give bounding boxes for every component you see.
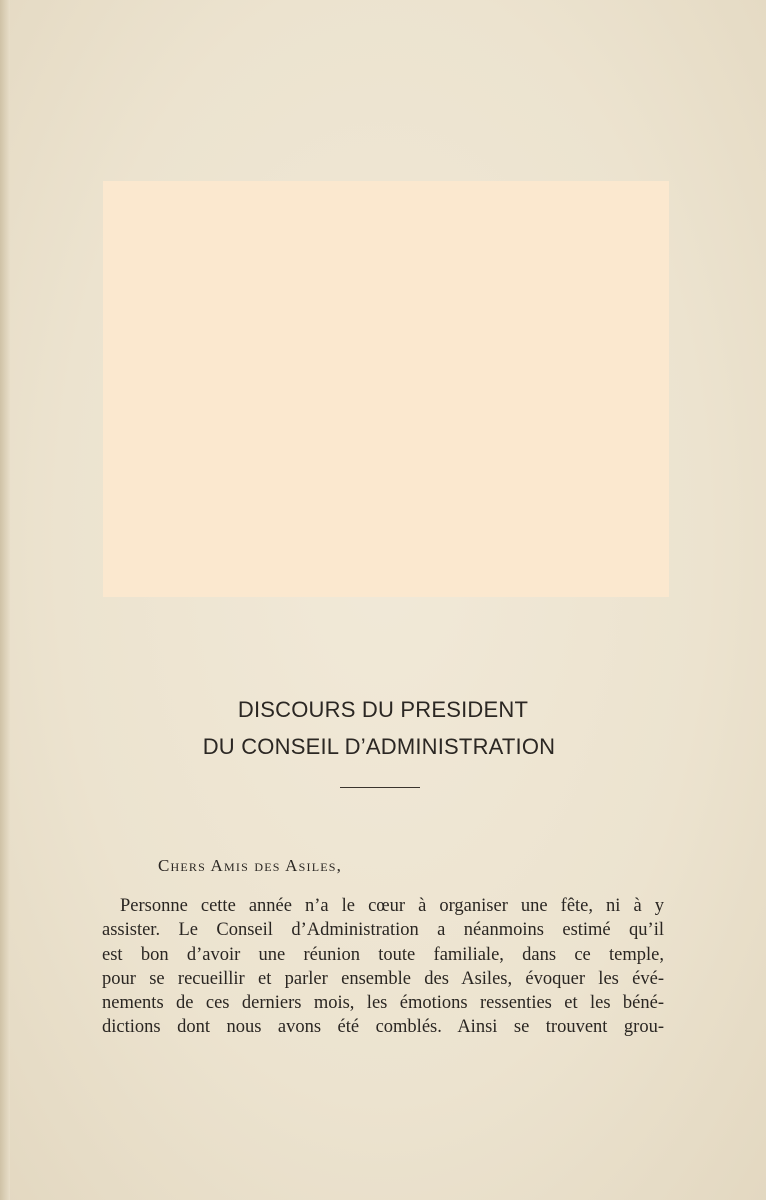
salutation: Chers Amis des Asiles, [158, 856, 343, 875]
paragraph-line: dictions dont nous avons été comblés. Ainsi se trouvent grou- [102, 1017, 664, 1038]
heading-line-2: DU CONSEIL D’ADMINISTRATION [202, 734, 556, 759]
heading-divider [340, 787, 420, 788]
paragraph-line: est bon d’avoir une réunion toute familiale, dans ce temple, [102, 944, 664, 965]
paragraph-line: pour se recueillir et parler ensemble des Asiles, évoquer les évé- [102, 968, 664, 989]
blank-plate-area [103, 181, 669, 597]
book-spine-shadow [0, 0, 10, 1200]
heading-line-1: DISCOURS DU PRESIDENT [237, 697, 529, 722]
paragraph-line: Personne cette année n’a le cœur à organiser une fête, ni à y [120, 896, 664, 916]
paragraph-line: assister. Le Conseil d’Administration a néanmoins estimé qu’il [102, 920, 664, 941]
body-paragraph [102, 894, 664, 1040]
paragraph-line: nements de ces derniers mois, les émotions ressenties et les béné- [102, 993, 664, 1014]
